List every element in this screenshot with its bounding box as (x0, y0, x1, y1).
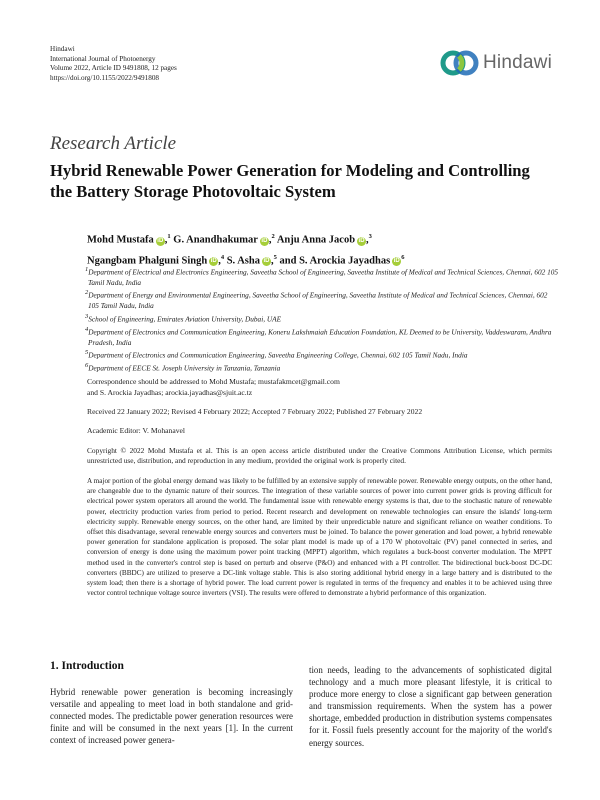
affiliations (85, 265, 560, 374)
affiliation-text: Department of Electronics and Communication Engineering, Koneru Lakshmaiah Education Foundation, KL Deemed to be University, Vaddeswaram, Andhra Pradesh, India (88, 327, 552, 347)
affiliation-num: 3 (85, 312, 89, 320)
affiliation-text: Department of Electrical and Electronics Engineering, Saveetha School of Engineering, Saveetha Institute of Medical and Technical Sciences, Chennai, 602 105 Tamil Nadu, India (88, 267, 559, 287)
affiliation-text: Department of Energy and Environmental Engineering, Saveetha School of Engineering, Saveetha Institute of Medical and Technical Sciences, Chennai, 602 105 Tamil Nadu, India (88, 290, 548, 311)
publisher-name: Hindawi (50, 45, 75, 53)
author-affil-sup: 4 (220, 253, 225, 261)
affiliation-num: 5 (85, 349, 89, 357)
article-type: Research Article (50, 133, 177, 154)
correspondence-line: and S. Arockia Jayadhas; arockia.jayadhas@sjuit.ac.tz (87, 387, 253, 397)
volume-info: Volume 2022, Article ID 9491808, 12 pages (50, 64, 177, 73)
author-name[interactable]: S. Asha (226, 255, 260, 266)
author-name[interactable]: Mohd Mustafa (87, 234, 154, 246)
affiliation-num: 1 (85, 266, 89, 273)
author-list (87, 228, 557, 269)
orcid-icon[interactable]: iD (263, 258, 270, 264)
intro-left-column: Hybrid renewable power generation is becoming increasingly versatile and appealing to meet load in both standalone and grid-connected modes. The predictable power generation resources were finite and will be consumed in the next years [1]. In the current context of increased power genera- (50, 687, 293, 746)
author-affil-sup: 5 (273, 253, 277, 261)
affiliation-item (85, 265, 560, 288)
logo-text: Hindawi (483, 52, 552, 73)
hindawi-logo-icon (439, 40, 483, 86)
author-name[interactable]: G. Anandhakumar (173, 234, 258, 246)
affiliation-item (85, 288, 560, 311)
affiliation-num: 2 (85, 289, 89, 297)
orcid-icon[interactable]: iD (157, 237, 164, 244)
orcid-icon[interactable]: iD (393, 258, 400, 264)
journal-name: International Journal of Photoenergy (50, 54, 156, 63)
correspondence-line: Correspondence should be addressed to Mohd Mustafa; mustafakmcet@gmail.com (87, 377, 340, 386)
affiliation-text: Department of Electronics and Communication Engineering, Saveetha Engineering College, Chennai, 602 105 Tamil Nadu, India (88, 350, 468, 360)
orcid-icon[interactable]: iD (358, 237, 365, 244)
author-line-2: Ngangbam Phalguni Singh iD ,$^4$ S. Asha iD ,$^5$ and S. Arockia Jayadhas $iD^6$ (87, 253, 405, 266)
author-name[interactable]: Ngangbam Phalguni Singh (87, 255, 208, 266)
and-word: and (279, 255, 297, 266)
author-line-1: Mohd Mustafa iD ,$^1$ G. Anandhakumar iD ,$^2$ Anju Anna Jacob iD ,$^3$ (87, 233, 372, 246)
correspondence (87, 377, 552, 398)
affiliation-num: 6 (85, 362, 89, 370)
author-name[interactable]: Anju Anna Jacob (276, 234, 356, 246)
hindawi-logo (439, 40, 555, 86)
affiliation-item (85, 361, 560, 374)
journal-meta (50, 45, 177, 83)
author-affil-sup: 1 (167, 233, 171, 240)
doi-link[interactable]: https://doi.org/10.1155/2022/9491808 (50, 73, 160, 82)
author-affil-sup: 6 (401, 253, 405, 261)
orcid-icon[interactable]: iD (261, 237, 268, 244)
author-name[interactable]: S. Arockia Jayadhas (299, 255, 391, 266)
author-affil-sup: 2 (271, 233, 275, 240)
publication-dates: Received 22 January 2022; Revised 4 February 2022; Accepted 7 February 2022; Published 27 February 2022 (87, 407, 423, 416)
orcid-icon[interactable]: iD (210, 258, 217, 264)
copyright-notice: Copyright © 2022 Mohd Mustafa et al. This is an open access article distributed under the Creative Commons Attribution License, which permits unrestricted use, distribution, and reproduction in any medium, provided the original work is properly cited. (87, 446, 552, 466)
affiliation-item (85, 312, 560, 325)
affiliation-text: Department of EECE St. Joseph University in Tanzania, Tanzania (88, 363, 281, 373)
affiliation-item (85, 348, 560, 361)
author-affil-sup: 3 (368, 233, 372, 240)
article-title: Hybrid Renewable Power Generation for Modeling and Controlling the Battery Storage Photovoltaic System (50, 161, 530, 201)
affiliation-text: School of Engineering, Emirates Aviation University, Dubai, UAE (88, 314, 282, 324)
affiliation-item (85, 325, 560, 348)
affiliation-num: 4 (85, 325, 89, 333)
abstract: A major portion of the global energy demand was likely to be fulfilled by an extensive supply of renewable power. Renewable energy outputs, on the other hand, are changeable due to the dynamic nature of their sources. The integration of these variable sources of power into current power grids is proving difficult for electrical power system operators all around the world. The fundamental issue with renewable energy systems is that, due to the stochastic nature of renewable power, electricity production varies from period to period. Recent research and development on renewable technologies can ensure the islands' long-term electricity supply. Renewable energy sources, on the other hand, are limited by their unpredictable nature and significant reliance on weather conditions. To offset this disadvantage, several renewable energy sources and converters must be joined. To balance the power generation and load power, a hybrid renewable power generation for standalone application is proposed. The solar plant model is made up of a 170 W photovoltaic (PV) panel connected in series, and conversion of energy is done using the maximum power point tracking (MPPT) algorithm, which regulates a buck-boost converter modulation. The MPPT method used in the converter's control step is based on perturb and observe (P&O) and enhanced with a PI controller. The bidirectional buck-boost DC-DC converters (BBDC) are utilized to preserve a DC-link voltage stable. This is also storing additional hybrid energy in a large battery and is distributed to the system load; then there is a shortage of hybrid power. The load current power is regulated in terms of the frequency and enables it to be achieved using three vector control technique voltage source inverters (VSI). The results were offered to demonstrate a hybrid performance of this organization. (87, 477, 552, 598)
academic-editor: Academic Editor: V. Mohanavel (87, 426, 185, 435)
section-heading: 1. Introduction (50, 660, 124, 672)
intro-right-column: tion needs, leading to the advancements of sophisticated digital technology and a much more pleasant lifestyle, it is critical to produce more energy to close a significant gap between generation and transmission requirements. When the system has a power shortage, embedded production in distribution systems compensates for it. Fossil fuels presently account for the majority of the world's energy sources. (309, 665, 552, 748)
